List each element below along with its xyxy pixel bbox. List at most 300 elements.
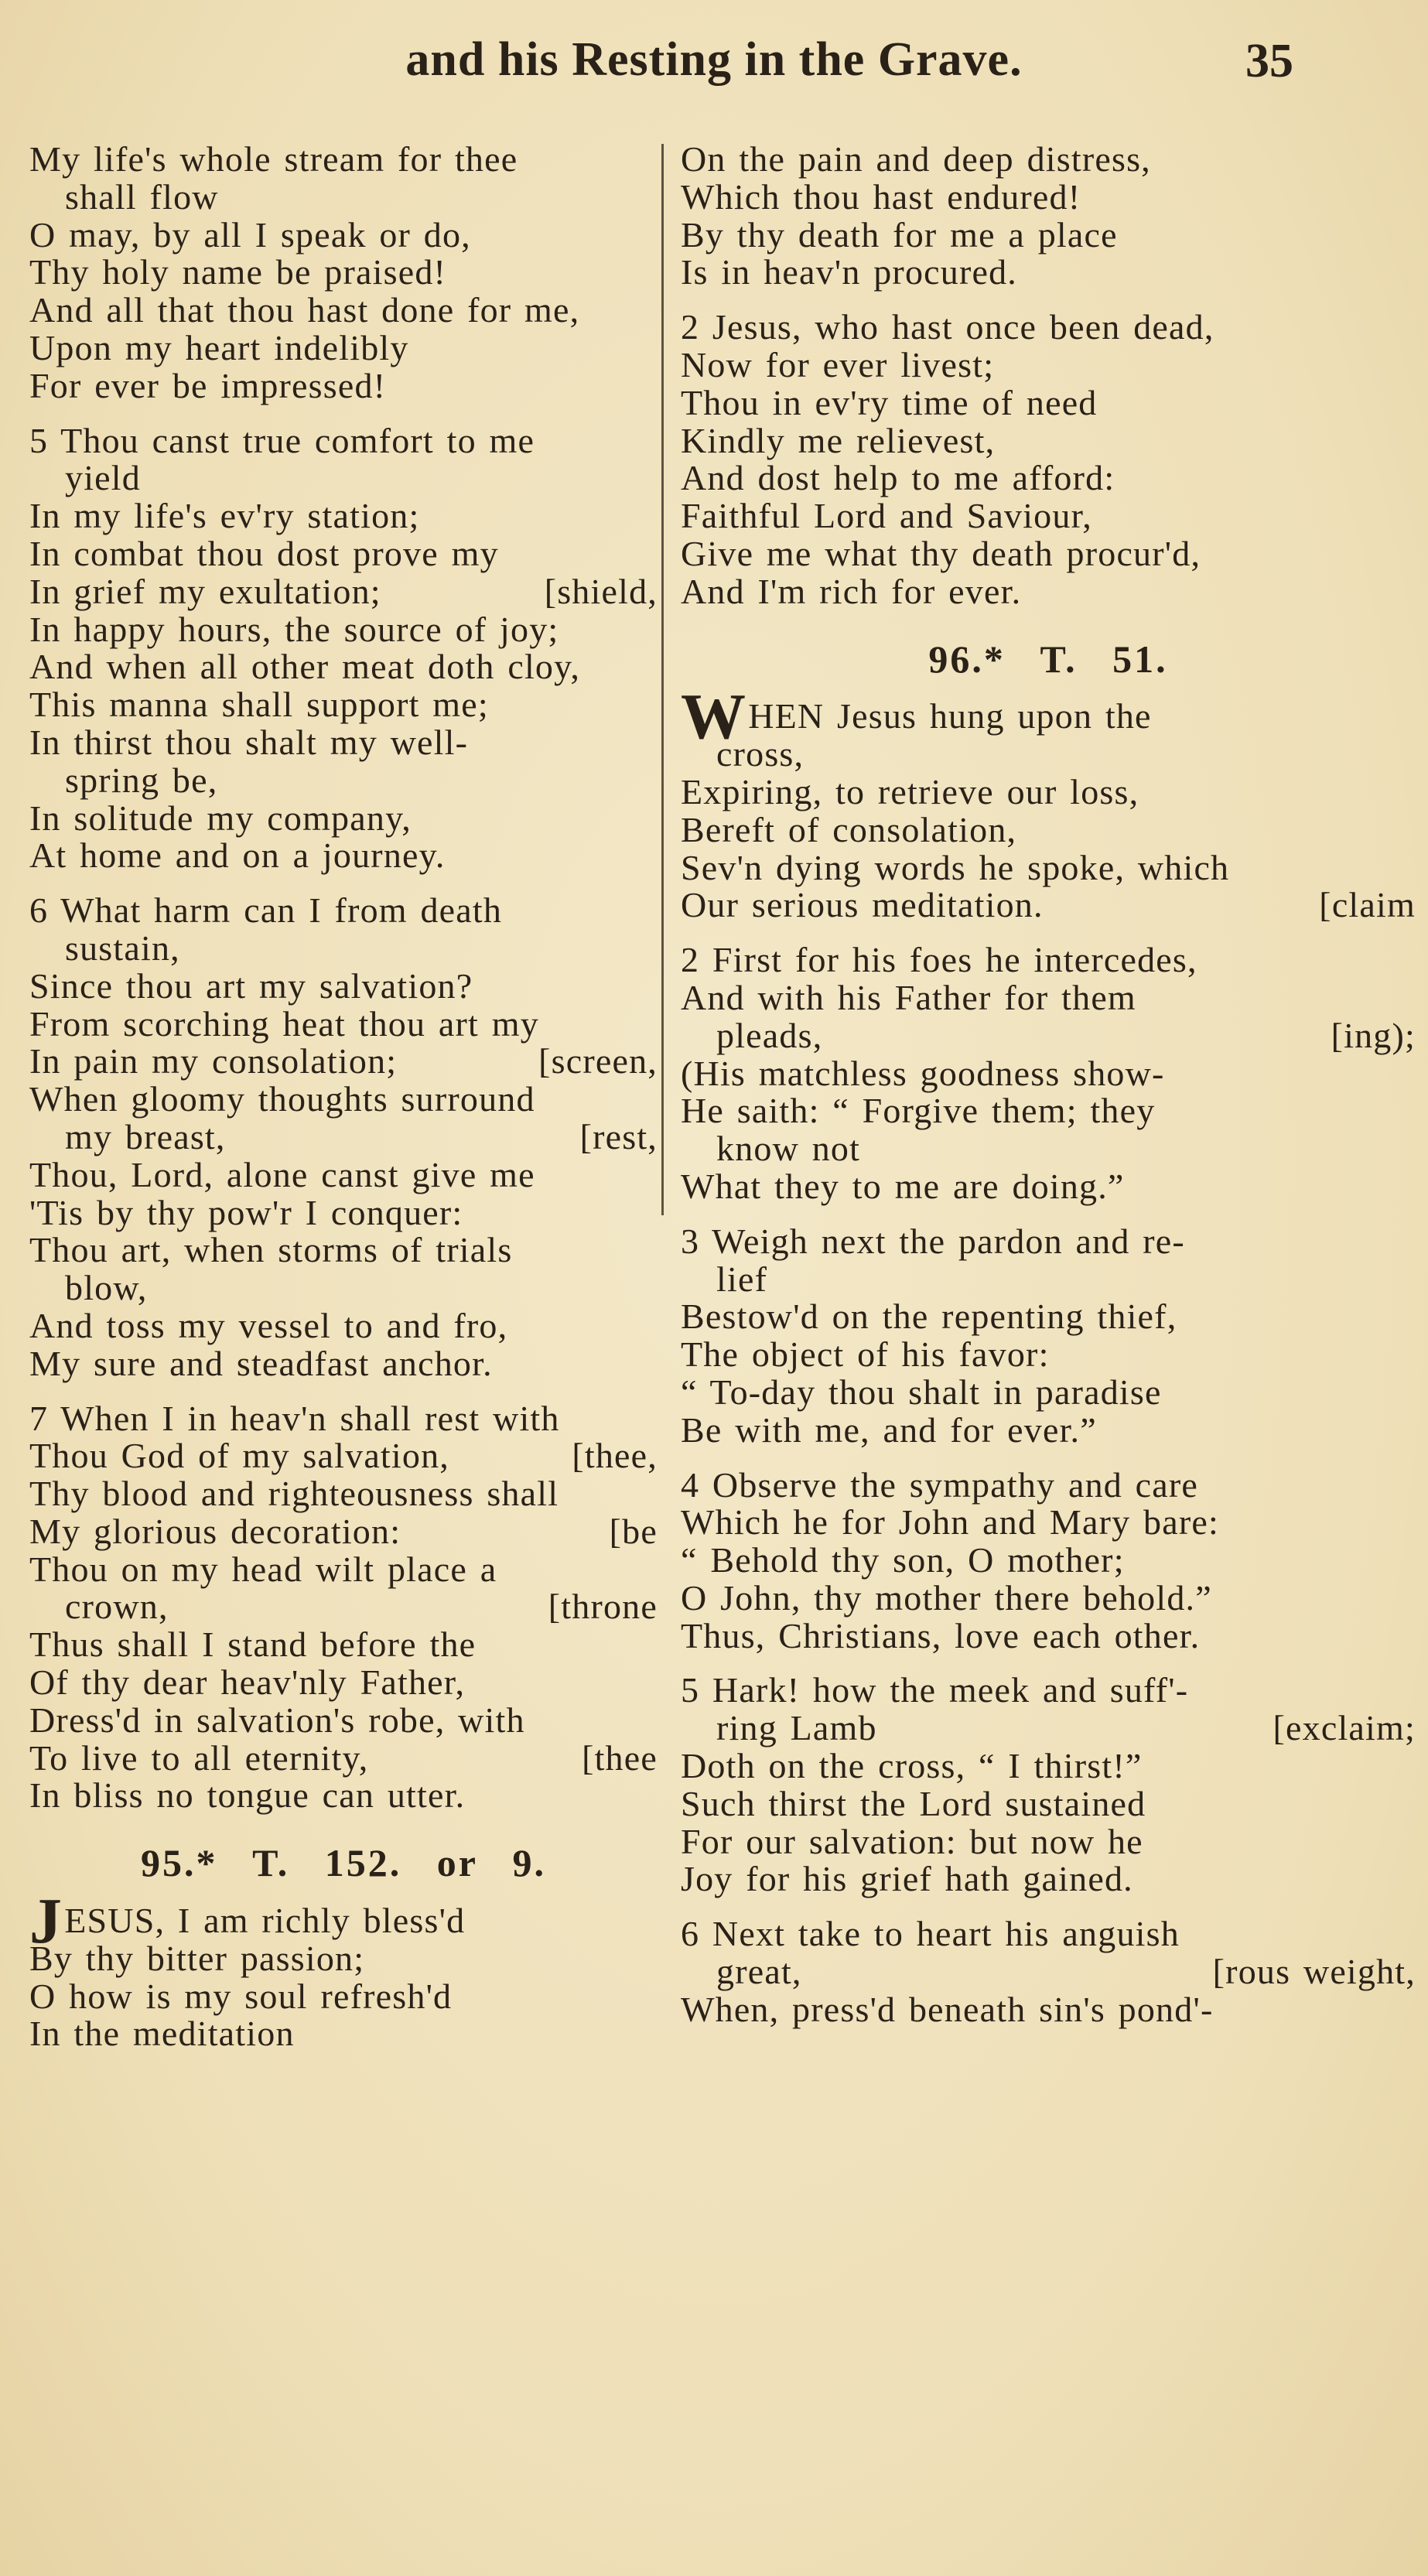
line-text: Thou art, when storms of trials — [29, 1230, 513, 1270]
verse-text — [681, 497, 1092, 535]
verse-text — [681, 1168, 1125, 1206]
verse-line — [29, 837, 658, 875]
running-head-title: and his Resting in the Grave. — [405, 33, 1023, 86]
verse-text — [29, 1884, 466, 1957]
verse-text — [65, 1588, 169, 1626]
line-text: Thus shall I stand before the — [29, 1625, 477, 1665]
line-text: 2 First for his foes he intercedes, — [681, 940, 1197, 980]
line-text: Thou, Lord, alone canst give me — [29, 1154, 535, 1194]
line-text: Upon my heart indelibly — [29, 327, 409, 367]
line-text: 'Tis by thy pow'r I conquer: — [29, 1192, 463, 1232]
verse-text — [29, 141, 518, 179]
verse-text — [29, 1626, 476, 1664]
verse-text — [716, 1710, 877, 1748]
verse-text — [29, 724, 468, 762]
bracket-continuation: [screen, — [538, 1041, 658, 1081]
verse-line — [681, 535, 1416, 573]
verse-text — [29, 1978, 452, 2016]
line-text: Kindly me relievest, — [681, 420, 996, 460]
line-text: And all that thou hast done for me, — [29, 290, 580, 330]
verse-line — [29, 892, 658, 930]
column-divider — [661, 144, 664, 1215]
verse-line — [29, 327, 658, 367]
verse-line — [29, 292, 658, 330]
line-text: From scorching heat thou art my — [29, 1003, 539, 1044]
verse-text — [681, 1092, 1155, 1130]
line-text: For ever be impressed! — [29, 365, 387, 405]
drop-cap: J — [29, 1884, 63, 1957]
verse-text — [716, 736, 804, 774]
line-text: Thou on my head wilt place a — [29, 1549, 497, 1589]
verse-line — [29, 2015, 658, 2053]
line-text: Now for ever livest; — [681, 344, 995, 384]
verse-line — [29, 1551, 658, 1589]
line-text: In thirst thou shalt my well- — [29, 722, 469, 762]
line-text: My glorious decoration: — [29, 1511, 401, 1551]
verse-text — [29, 1043, 397, 1081]
line-text: (His matchless goodness show- — [681, 1053, 1165, 1093]
line-text: In pain my consolation; — [29, 1041, 398, 1081]
verse-text — [65, 1269, 148, 1307]
verse-text — [65, 930, 180, 968]
verse-line — [681, 176, 1416, 217]
line-text: Thou in ev'ry time of need — [681, 382, 1098, 422]
verse-text — [681, 214, 1118, 255]
bracket-continuation: [shield, — [544, 571, 658, 611]
verse-text — [29, 1232, 512, 1269]
verse-text — [681, 1615, 1201, 1655]
verse-text — [681, 344, 995, 384]
verse-line — [681, 1168, 1416, 1206]
verse-line — [681, 1615, 1416, 1655]
line-text: 6 What harm can I from death — [29, 890, 503, 931]
verse-text — [29, 573, 381, 611]
left-column — [29, 141, 658, 2053]
line-text: Sev'n dying words he spoke, which — [681, 847, 1230, 887]
verse-text — [29, 422, 535, 460]
line-text: He saith: “ Forgive them; they — [681, 1091, 1156, 1131]
line-text: O John, thy mother there behold.” — [681, 1577, 1212, 1618]
verse-text — [29, 1513, 401, 1551]
line-text: “ Behold thy son, O mother; — [681, 1540, 1125, 1580]
verse-line — [681, 309, 1416, 347]
verse-text — [29, 1737, 369, 1778]
verse-line — [681, 1953, 1416, 1991]
verse-text — [29, 892, 502, 930]
bracket-continuation: [exclaim; — [1273, 1708, 1416, 1748]
verse-text — [29, 648, 580, 686]
verse-line — [681, 1261, 1416, 1299]
verse-line — [29, 1777, 658, 1815]
line-text: O how is my soul refresh'd — [29, 1976, 453, 2016]
line-text: In the meditation — [29, 2014, 295, 2054]
line-text: lief — [716, 1259, 768, 1299]
verse-text — [716, 1130, 860, 1168]
verse-line — [29, 648, 658, 686]
verse-line — [681, 497, 1416, 535]
verse-line — [29, 141, 658, 179]
line-text: In happy hours, the source of joy; — [29, 609, 559, 649]
verse-text — [928, 637, 1168, 681]
line-text: Expiring, to retrieve our loss, — [681, 771, 1139, 811]
line-text: yield — [65, 458, 141, 498]
line-text: Thy holy name be praised! — [29, 252, 447, 292]
verse-text — [29, 1194, 463, 1232]
line-text: 3 Weigh next the pardon and re- — [681, 1221, 1185, 1261]
verse-line — [29, 367, 658, 405]
verse-text — [681, 811, 1016, 849]
verse-line — [29, 1307, 658, 1345]
verse-line — [681, 1017, 1416, 1055]
verse-text — [681, 1542, 1125, 1580]
verse-text — [681, 1823, 1143, 1861]
line-text: pleads, — [716, 1015, 823, 1055]
verse-text — [29, 535, 499, 573]
verse-text — [681, 1223, 1185, 1261]
line-text: For our salvation: but now he — [681, 1821, 1143, 1861]
verse-text — [681, 771, 1139, 811]
line-text: Is in heav'n procured. — [681, 252, 1017, 292]
verse-line — [29, 1003, 658, 1044]
verse-text — [681, 422, 995, 460]
verse-text — [29, 1940, 364, 1978]
verse-text — [29, 367, 386, 405]
verse-text — [681, 1991, 1213, 2029]
verse-text — [29, 800, 412, 838]
verse-line — [29, 254, 658, 292]
verse-line — [29, 762, 658, 800]
verse-line — [681, 1336, 1416, 1374]
verse-line — [681, 1915, 1416, 1953]
verse-text — [29, 1664, 465, 1702]
verse-text — [29, 686, 489, 724]
verse-line — [681, 141, 1416, 179]
verse-line — [29, 1702, 658, 1740]
verse-line — [681, 1577, 1416, 1618]
verse-line — [681, 384, 1416, 422]
line-text: 2 Jesus, who hast once been dead, — [681, 307, 1214, 347]
line-text: In bliss no tongue can utter. — [29, 1775, 466, 1816]
line-text: Of thy dear heav'nly Father, — [29, 1662, 466, 1703]
verse-line — [29, 1978, 658, 2016]
line-text: Bereft of consolation, — [681, 809, 1017, 849]
line-text: Thy blood and righteousness shall — [29, 1474, 559, 1514]
verse-text — [681, 1577, 1212, 1618]
bracket-continuation: [throne — [548, 1587, 658, 1627]
verse-line — [681, 422, 1416, 460]
verse-line — [29, 930, 658, 968]
verse-line — [681, 849, 1416, 887]
verse-text — [29, 1400, 560, 1438]
bracket-continuation: [thee — [582, 1737, 658, 1778]
line-text: By thy death for me a place — [681, 214, 1118, 255]
verse-text — [29, 214, 471, 255]
verse-text — [681, 887, 1044, 924]
line-text: Give me what thy death procur'd, — [681, 533, 1201, 573]
verse-line — [681, 254, 1416, 292]
verse-line — [29, 497, 658, 535]
verse-line — [29, 1400, 658, 1438]
bracket-continuation: [rous weight, — [1212, 1952, 1416, 1992]
verse-line — [29, 422, 658, 460]
line-text: Joy for his grief hath gained. — [681, 1859, 1133, 1899]
verse-text — [681, 681, 1152, 753]
line-text: The object of his favor: — [681, 1334, 1050, 1375]
line-text: This manna shall support me; — [29, 685, 489, 725]
verse-line — [29, 686, 658, 724]
verse-line — [681, 887, 1416, 924]
verse-line — [29, 611, 658, 649]
verse-text — [681, 1672, 1188, 1710]
verse-line — [681, 1823, 1416, 1861]
verse-text — [681, 176, 1081, 217]
line-text: And with his Father for them — [681, 977, 1136, 1017]
verse-text — [716, 1017, 822, 1055]
bracket-continuation: [rest, — [579, 1116, 658, 1156]
verse-text — [681, 309, 1214, 347]
verse-text — [65, 176, 219, 217]
verse-line — [29, 1626, 658, 1664]
verse-line — [681, 1223, 1416, 1261]
verse-text — [681, 1748, 1142, 1785]
verse-text — [681, 254, 1017, 292]
verse-text — [681, 573, 1021, 611]
line-text: 4 Observe the sympathy and care — [681, 1464, 1199, 1505]
verse-line — [29, 1940, 658, 1978]
verse-line — [681, 941, 1416, 979]
verse-line — [29, 724, 658, 762]
verse-text — [140, 1841, 547, 1885]
verse-line — [681, 771, 1416, 811]
verse-text — [29, 254, 446, 292]
verse-text — [29, 1156, 535, 1194]
line-text: shall flow — [65, 176, 219, 217]
verse-text — [681, 1915, 1180, 1953]
line-text: In grief my exultation; — [29, 571, 381, 611]
verse-line — [681, 1130, 1416, 1168]
verse-text — [29, 292, 579, 330]
verse-text — [29, 1475, 559, 1513]
hymn-heading — [29, 1841, 658, 1885]
line-text: And I'm rich for ever. — [681, 571, 1022, 611]
verse-line — [681, 1672, 1416, 1710]
hymn-heading — [681, 637, 1416, 681]
verse-text — [65, 762, 217, 800]
line-text: know not — [716, 1129, 861, 1169]
line-text: Be with me, and for ever.” — [681, 1409, 1097, 1450]
verse-text — [681, 849, 1229, 887]
line-text: spring be, — [65, 760, 218, 800]
verse-line — [681, 1464, 1416, 1505]
verse-text — [65, 460, 141, 497]
verse-text — [65, 1116, 226, 1156]
verse-text — [681, 141, 1151, 179]
verse-line — [29, 1884, 658, 1957]
line-text: 7 When I in heav'n shall rest with — [29, 1398, 560, 1438]
verse-text — [29, 965, 473, 1006]
verse-line — [681, 573, 1416, 611]
verse-text — [681, 535, 1201, 573]
line-text: “ To-day thou shalt in paradise — [681, 1372, 1162, 1412]
verse-text — [29, 1702, 525, 1740]
verse-line — [29, 1513, 658, 1551]
line-text: 6 Next take to heart his anguish — [681, 1914, 1180, 1954]
verse-line — [29, 800, 658, 838]
verse-line — [29, 573, 658, 611]
verse-line — [29, 1345, 658, 1383]
line-text: blow, — [65, 1268, 148, 1308]
verse-text — [29, 837, 446, 875]
verse-line — [681, 1374, 1416, 1412]
line-text: Such thirst the Lord sustained — [681, 1783, 1146, 1823]
verse-text — [681, 1785, 1146, 1823]
line-text: And toss my vessel to and fro, — [29, 1305, 508, 1345]
verse-text — [29, 1003, 539, 1044]
line-text: By thy bitter passion; — [29, 1938, 365, 1978]
verse-line — [29, 176, 658, 217]
verse-line — [29, 460, 658, 497]
line-text: HEN Jesus hung upon the — [748, 696, 1152, 736]
line-text: In solitude my company, — [29, 798, 412, 838]
verse-line — [29, 214, 658, 255]
line-text: ring Lamb — [716, 1708, 877, 1748]
line-text: Thus, Christians, love each other. — [681, 1615, 1201, 1655]
verse-line — [681, 811, 1416, 849]
bracket-continuation: [thee, — [572, 1436, 658, 1476]
line-text: And dost help to me afford: — [681, 458, 1115, 498]
verse-line — [681, 1710, 1416, 1748]
verse-text — [681, 1409, 1097, 1450]
verse-line — [681, 1298, 1416, 1336]
verse-line — [681, 681, 1416, 753]
verse-line — [29, 1588, 658, 1626]
page-number: 35 — [1245, 35, 1293, 87]
verse-line — [681, 1860, 1416, 1898]
line-text: Which he for John and Mary bare: — [681, 1502, 1219, 1543]
line-text: In combat thou dost prove my — [29, 533, 499, 573]
line-text: Which thou hast endured! — [681, 176, 1081, 217]
verse-line — [681, 214, 1416, 255]
verse-text — [681, 1504, 1219, 1542]
verse-text — [29, 1551, 497, 1589]
verse-text — [681, 1298, 1177, 1336]
verse-line — [29, 1737, 658, 1778]
verse-text — [29, 1307, 507, 1345]
verse-line — [681, 1991, 1416, 2029]
line-text: When gloomy thoughts surround — [29, 1079, 535, 1119]
verse-line — [29, 1043, 658, 1081]
line-text: sustain, — [65, 928, 180, 968]
verse-line — [681, 1409, 1416, 1450]
line-text: crown, — [65, 1587, 169, 1627]
line-text: my breast, — [65, 1116, 226, 1156]
line-text: ESUS, I am richly bless'd — [64, 1901, 466, 1941]
verse-line — [29, 1116, 658, 1156]
verse-line — [681, 460, 1416, 497]
line-text: 95.* T. 152. or 9. — [140, 1841, 547, 1885]
line-text: Since thou art my salvation? — [29, 965, 473, 1006]
drop-cap: W — [681, 681, 747, 753]
verse-line — [29, 1081, 658, 1119]
bracket-continuation: [ing); — [1331, 1015, 1416, 1055]
verse-line — [29, 535, 658, 573]
verse-line — [29, 1194, 658, 1232]
verse-line — [681, 1748, 1416, 1785]
verse-line — [29, 965, 658, 1006]
line-text: When, press'd beneath sin's pond'- — [681, 1989, 1214, 2029]
verse-line — [29, 1475, 658, 1513]
verse-text — [716, 1261, 767, 1299]
verse-text — [29, 327, 409, 367]
verse-text — [29, 497, 419, 535]
verse-text — [29, 1777, 465, 1815]
line-text: To live to all eternity, — [29, 1737, 369, 1778]
verse-line — [681, 1055, 1416, 1093]
line-text: O may, by all I speak or do, — [29, 214, 471, 255]
line-text: At home and on a journey. — [29, 835, 446, 876]
line-text: My sure and steadfast anchor. — [29, 1343, 493, 1383]
line-text: 5 Hark! how the meek and suff'- — [681, 1670, 1189, 1710]
line-text: cross, — [716, 734, 805, 774]
verse-text — [681, 1464, 1199, 1505]
verse-text — [29, 611, 559, 649]
verse-text — [29, 1345, 493, 1383]
line-text: great, — [716, 1952, 802, 1992]
line-text: Thou God of my salvation, — [29, 1436, 449, 1476]
verse-text — [681, 1374, 1162, 1412]
verse-line — [29, 1664, 658, 1702]
line-text: What they to me are doing.” — [681, 1166, 1125, 1206]
verse-text — [681, 979, 1136, 1017]
line-text: Doth on the cross, “ I thirst!” — [681, 1746, 1143, 1786]
line-text: Faithful Lord and Saviour, — [681, 496, 1092, 536]
line-text: 96.* T. 51. — [928, 637, 1168, 681]
verse-text — [716, 1953, 802, 1991]
verse-text — [681, 384, 1098, 422]
verse-text — [681, 1860, 1133, 1898]
verse-text — [29, 1081, 535, 1119]
line-text: Our serious meditation. — [681, 885, 1044, 925]
line-text: 5 Thou canst true comfort to me — [29, 420, 535, 460]
bracket-continuation: [be — [609, 1511, 658, 1551]
line-text: And when all other meat doth cloy, — [29, 647, 581, 687]
verse-text — [681, 941, 1197, 979]
verse-text — [29, 1437, 449, 1475]
verse-line — [681, 344, 1416, 384]
verse-line — [681, 736, 1416, 774]
line-text: My life's whole stream for thee — [29, 139, 518, 179]
line-text: In my life's ev'ry station; — [29, 496, 420, 536]
verse-line — [681, 1504, 1416, 1542]
verse-text — [29, 2015, 295, 2053]
verse-text — [681, 460, 1115, 497]
line-text: Bestow'd on the repenting thief, — [681, 1297, 1177, 1337]
bracket-continuation: [claim — [1319, 885, 1416, 925]
line-text: On the pain and deep distress, — [681, 139, 1151, 179]
verse-text — [681, 1055, 1165, 1093]
verse-line — [29, 1437, 658, 1475]
verse-line — [29, 1232, 658, 1269]
verse-line — [681, 1785, 1416, 1823]
verse-line — [29, 1156, 658, 1194]
verse-line — [29, 1269, 658, 1307]
verse-line — [681, 979, 1416, 1017]
verse-text — [681, 1336, 1050, 1374]
verse-line — [681, 1092, 1416, 1130]
right-column — [681, 141, 1416, 2029]
verse-line — [681, 1542, 1416, 1580]
line-text: Dress'd in salvation's robe, with — [29, 1700, 525, 1740]
